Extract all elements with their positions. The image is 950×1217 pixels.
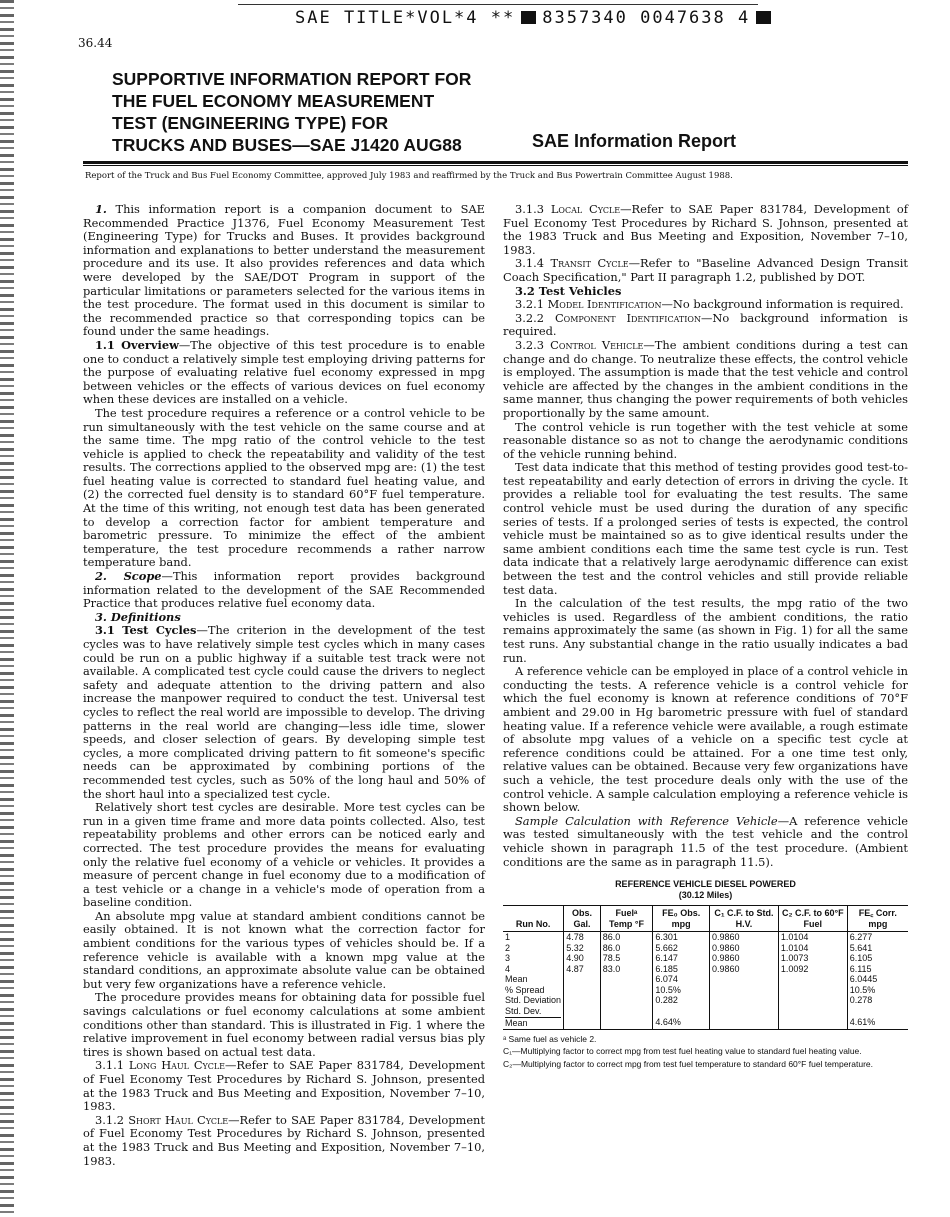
column-header: Fuelᵃ Temp °F (600, 906, 653, 932)
table-cell: 0.9860 (712, 932, 740, 943)
column-header: C₁ C.F. to Std. H.V. (710, 906, 779, 932)
column-header: Obs. Gal. (564, 906, 600, 932)
section-heading: 2. Scope (95, 569, 162, 584)
section-3-1-3 (503, 203, 908, 257)
banner-id-text: 8357340 0047638 4 (542, 8, 751, 28)
section-1-1 (83, 339, 485, 407)
table-cell: Std. Deviation (505, 995, 562, 1006)
section-heading: 1.1 Overview (95, 337, 179, 352)
section-heading: 3.2.1 Model Identification (515, 297, 662, 312)
table-cell: 1.0104 (780, 942, 809, 953)
section-3 (83, 611, 485, 625)
paragraph-text: —No background information is required. (661, 297, 904, 312)
table-cell: 2 (505, 942, 511, 953)
table-cell: 6.074 (655, 974, 678, 985)
title-line: TEST (ENGINEERING TYPE) FOR (112, 113, 389, 133)
page-title (112, 68, 472, 156)
paragraph-text: —Refer to SAE Paper 831784, Development of Fuel Economy Test Procedures by Richard S. Johnson, presented at the 1983 Truck and Bus Meeting and Exposition, November 7–10, 1983. (83, 1112, 485, 1168)
section-heading: 3.2.3 Control Vehicle (515, 337, 644, 352)
table-cell: 0.9860 (712, 953, 740, 964)
section-heading: 3.1.2 Short Haul Cycle (95, 1112, 229, 1127)
table-cell: 3 (505, 953, 511, 964)
paragraph-text: —Refer to "Baseline Advanced Design Transit Coach Specification," Part II paragraph 1.2, published by DOT. (503, 256, 909, 284)
paragraph-text: —The criterion in the development of the test cycles was to have relatively simple test cycles which in many cases could be run on a public highway if a suitable test track were not available. A complicated test cycle could cause the drivers to neglect safety and adequate attention to the driving pattern and also increase the manpower required to conduct the test. Universal test cycles to reflect the real world are impossible to develop. The driving patterns in the real world are changing—less idle time, slower speeds, and closer selection of gears. By developing simple test cycles, a more complicated driving pattern to fit someone's specific needs can be approximated by combining portions of the recommended test cycles, such as 50% of the long haul and 50% of the short haul into a specialized test cycle. (83, 623, 485, 801)
section-heading: 3.2.2 Component Identification (515, 310, 701, 325)
table-cell: 6.147 (655, 953, 678, 964)
table-cell: 5.662 (655, 942, 678, 953)
section-heading: 3.1.1 Long Haul Cycle (95, 1058, 225, 1073)
table-cell: 0.9860 (712, 963, 740, 974)
section-3-1-4 (503, 257, 908, 284)
cell-gal-column (564, 932, 600, 1030)
table-cell: Std. Dev. (505, 1005, 542, 1016)
banner-block-icon (521, 11, 536, 24)
table-cell: % Spread (505, 984, 545, 995)
section-heading: 3.1.4 Transit Cycle (515, 256, 629, 271)
paragraph: Test data indicate that this method of testing provides good test-to-test repeatability and early detection of errors in driving the cycle. It provides a reliable tool for evaluating the test results. The same control vehicle must be used during the duration of any specific series of tests. If a prolonged series of tests is expected, the control vehicle must be maintained so as to give identical results under the same ambient conditions each time the same test cycle is run. Test data indicate that a relatively large aerodynamic difference can exist between the test and the control vehicles and still provide reliable test data. (503, 460, 908, 597)
report-type-label: SAE Information Report (532, 131, 737, 151)
table-cell: 10.5% (849, 984, 876, 995)
title-line: THE FUEL ECONOMY MEASUREMENT (112, 91, 435, 111)
footnote: C₁—Multiplying factor to correct mpg from test fuel heating value to standard fuel heating value. (503, 1046, 862, 1057)
section-1 (83, 203, 485, 339)
top-rule (238, 4, 758, 5)
section-3-2-3 (503, 339, 908, 421)
paragraph: An absolute mpg value at standard ambient conditions cannot be easily obtained. It is not known what the correction factor for ambient conditions for the various types of vehicles should be. If a reference vehicle is available with a known mpg value at the standard conditions, an approximate absolute value can be obtained but very few organizations have a reference vehicle. (83, 908, 485, 991)
section-heading: 3.1.3 Local Cycle (515, 202, 621, 216)
table-cell: 5.32 (566, 942, 584, 953)
paragraph: A reference vehicle can be employed in place of a control vehicle in conducting the tests. A reference vehicle is a control vehicle for which the fuel economy is known at reference conditions of 70°F ambient and 29.00 in Hg barometric pressure with fuel of standard heating value. If a reference vehicle were available, a rough estimate of absolute mpg values of a vehicle on a specific test cycle at reference conditions could be attained. For a one time test only, relative values can be obtained. Because very few organizations have such a vehicle, the test procedure deals only with the use of the control vehicle. A sample calculation employing a reference vehicle is shown below. (503, 664, 908, 815)
table-cell: Mean (505, 1017, 561, 1029)
heading-rule-thin (83, 165, 908, 166)
table-cell: 6.105 (849, 953, 873, 964)
cell-run-column (503, 932, 564, 1030)
cell-c1-column (710, 932, 779, 1030)
section-2 (83, 570, 485, 611)
table-cell: 4.90 (566, 953, 584, 964)
paragraph-text: —No background information is required. (503, 310, 908, 339)
paragraph: The test procedure requires a reference or a control vehicle to be run simultaneously with the test vehicle on the same course and at the same time. The mpg ratio of the control vehicle to the test vehicle is applied to check the repeatability and validity of the test results. The corrections applied to the observed mpg are: (1) the test fuel heating value is corrected to standard fuel heating value, and (2) the corrected fuel density is to standard 60°F fuel temperature. At the time of this writing, not enough test data has been generated to develop a correction factor for ambient temperature and barometric pressure. To minimize the effect of the ambient temperature, the test procedure recommends a rather narrow temperature band. (83, 405, 485, 570)
left-column (83, 203, 485, 1168)
paragraph: The procedure provides means for obtaining data for possible fuel savings calculations or fuel economy calculations at some ambient conditions other than standard. This is illustrated in Fig. 1 where the relative improvement in fuel economy between radial versus bias ply tires is shown based on actual test data. (83, 990, 485, 1059)
table-cell (850, 1006, 906, 1017)
table-cell: 4.87 (566, 963, 584, 974)
section-number: 1. (95, 202, 107, 216)
cell-corrected-column (847, 932, 908, 1030)
table-cell: 6.277 (849, 932, 873, 943)
sample-calculation (503, 815, 908, 869)
reference-vehicle-table (503, 905, 908, 1030)
section-3-2-1 (503, 298, 908, 312)
banner-left-text: SAE TITLE*VOL*4 ** (295, 8, 516, 28)
table-cell: 86.0 (602, 932, 621, 943)
page-number: 36.44 (78, 36, 113, 50)
section-3-1-2 (83, 1114, 485, 1168)
scan-edge-noise (0, 0, 14, 1217)
section-3-2-2 (503, 312, 908, 339)
table-subtitle: (30.12 Miles) (678, 890, 733, 901)
section-heading: 3. Definitions (95, 609, 181, 624)
table-header-row (503, 906, 908, 932)
table-cell: 1 (505, 932, 511, 943)
paragraph: Relatively short test cycles are desirable. More test cycles can be run in a given time frame and more data points collected. Also, test repeatability problems and other errors can be noticed early and corrected. The test procedure provides the means for evaluating only the relative fuel economy of a vehicle or vehicles. It provides a measure of percent change in fuel economy due to a modification of a test vehicle or a change in a vehicle's mode of operation from a baseline condition. (83, 800, 485, 910)
paragraph: In the calculation of the test results, the mpg ratio of the two vehicles is used. Regardless of the ambient conditions, the ratio remains approximately the same (as shown in Fig. 1) for all the same test runs. Any substantial change in the ratio usually indicates a bad run. (503, 596, 908, 665)
table-cell: 10.5% (655, 984, 681, 995)
paragraph-text: —Refer to SAE Paper 831784, Development of Fuel Economy Test Procedures by Richard S. Johnson, presented at the 1983 Truck and Bus Meeting and Exposition, November 7–10, 1983. (503, 202, 908, 257)
column-header: FE₀ Obs. mpg (653, 906, 710, 932)
section-3-1-1 (83, 1059, 485, 1113)
table-title (503, 879, 908, 901)
cell-c2-column (778, 932, 847, 1030)
title-line: SUPPORTIVE INFORMATION REPORT FOR (112, 69, 472, 89)
column-header: C₂ C.F. to 60°F Fuel (778, 906, 847, 932)
paragraph-text: —The objective of this test procedure is to enable one to conduct a relatively simple test employing driving patterns for the purpose of evaluating relative fuel economy expressed in mpg between vehicles or the effects of various devices on fuel economy when these devices are installed on a vehicle. (83, 337, 485, 407)
table-cell: 4.64% (655, 1017, 681, 1028)
table-cell: 4.61% (849, 1017, 876, 1028)
table-cell: 0.282 (655, 995, 678, 1006)
table-cell: 4.78 (566, 932, 584, 943)
paragraph-text: —The ambient conditions during a test can change and do change. To neutralize these effects, the control vehicle is employed. The assumption is made that the test vehicle and control vehicle are affected by the changes in the ambient conditions in the same manner, thus changing the power requirements of both vehicles proportionally by the same amount. (503, 337, 908, 420)
table-footnotes (503, 1034, 908, 1070)
paragraph-text: —This information report provides background information related to the development of the SAE Recommended Practice that produces relative fuel economy data. (83, 569, 486, 611)
heading-rule (83, 161, 908, 164)
table-cell: 6.185 (655, 963, 678, 974)
footnote: ᵃ Same fuel as vehicle 2. (503, 1033, 597, 1044)
table-cell: 6.0445 (849, 974, 878, 985)
table-cell: 5.641 (849, 942, 873, 953)
document-banner (295, 8, 777, 28)
table-cell (655, 1006, 707, 1017)
table-cell: 83.0 (602, 963, 621, 974)
cell-observed-column (653, 932, 710, 1030)
section-heading: 3.2 Test Vehicles (515, 283, 622, 298)
section-heading: 3.1 Test Cycles (95, 623, 197, 638)
title-line: TRUCKS AND BUSES—SAE J1420 AUG88 (112, 135, 462, 155)
table-cell: 78.5 (602, 953, 621, 964)
section-3-2 (503, 285, 908, 299)
table-cell: 86.0 (602, 942, 621, 953)
cell-temp-column (600, 932, 653, 1030)
sample-heading: Sample Calculation with Reference Vehicle (515, 813, 778, 828)
column-header: FE꜀ Corr. mpg (847, 906, 908, 932)
column-header: Run No. (503, 906, 564, 932)
table-cell: 1.0092 (780, 963, 809, 974)
table-cell: 0.278 (849, 995, 873, 1006)
paragraph-text: —Refer to SAE Paper 831784, Development of Fuel Economy Test Procedures by Richard S. Johnson, presented at the 1983 Truck and Bus Meeting and Exposition, November 7–10, 1983. (83, 1058, 485, 1114)
banner-block-icon (756, 11, 771, 24)
table-cell: Mean (505, 974, 528, 985)
table-title-line: REFERENCE VEHICLE DIESEL POWERED (615, 879, 796, 890)
report-note: Report of the Truck and Bus Fuel Economy Committee, approved July 1983 and reaffirmed by the Truck and Bus Powertrain Committee August 1988. (85, 171, 733, 181)
paragraph-text: —A reference vehicle was tested simultaneously with the test vehicle and the control vehicle shown in paragraph 11.5 of the test procedure. (Ambient conditions are the same as in paragraph 11.5). (503, 813, 909, 869)
paragraph-text: This information report is a companion document to SAE Recommended Practice J1376, Fuel Economy Measurement Test (Engineering Type) for Trucks and Buses. It provides background information and explanations to better understand the measurement procedure and its use. It also provides references and data which were developed by the SAE/DOT Program in support of the particular limitations or parameters selected for the various items in the test procedure. The format used in this document is similar to the recommended practice so that corresponding topics can be found under the same headings. (83, 202, 485, 339)
section-3-1 (83, 624, 485, 801)
footnote: C₂—Multiplying factor to correct mpg from test fuel temperature to standard 60°F fuel temperature. (503, 1058, 873, 1069)
table-cell: 1.0073 (780, 953, 809, 964)
table-cell: 6.115 (849, 963, 872, 974)
paragraph: The control vehicle is run together with the test vehicle at some reasonable distance so as not to change the aerodynamic conditions of the vehicle running behind. (503, 419, 908, 461)
table-cell: 6.301 (655, 932, 678, 943)
table-body-row (503, 932, 908, 1030)
table-cell: 0.9860 (712, 942, 740, 953)
table-cell: 1.0104 (780, 932, 809, 943)
table-cell: 4 (505, 963, 511, 974)
right-column (503, 203, 908, 1069)
